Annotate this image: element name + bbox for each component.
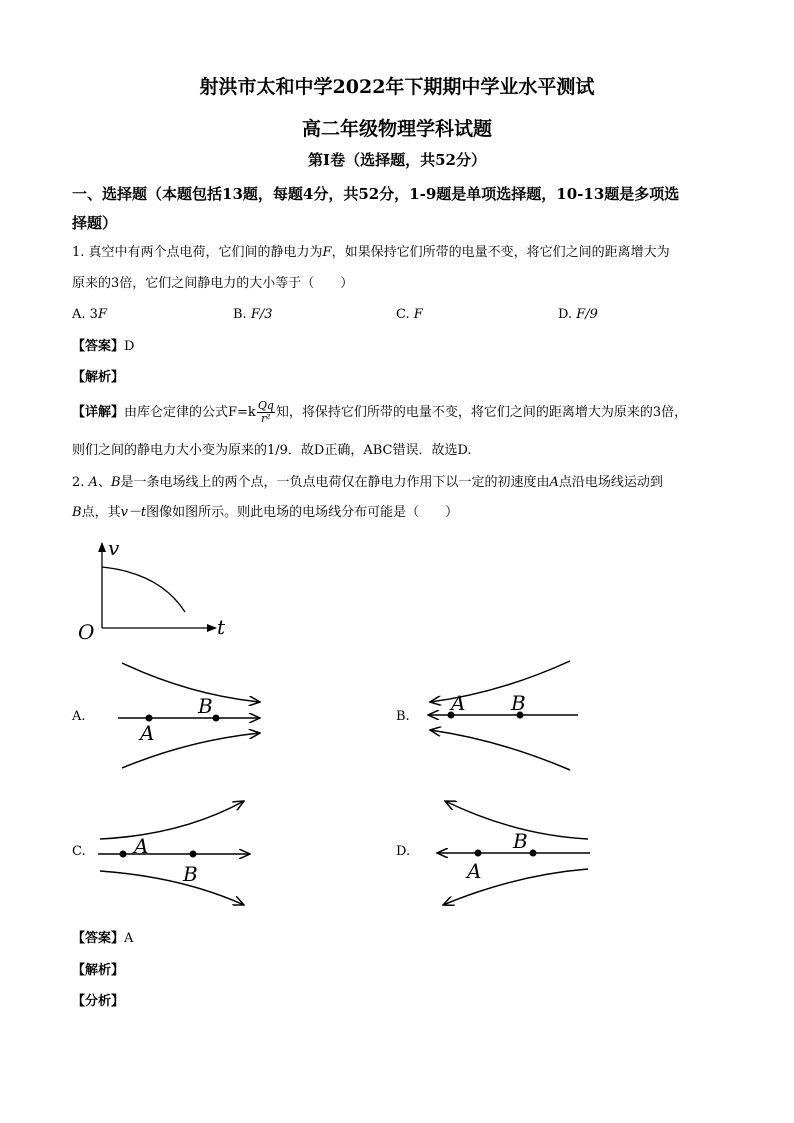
q1-option-d: D. F/9	[558, 307, 598, 322]
field-diagram-a	[110, 655, 280, 780]
q2-stem-line2: B点，其v－t图像如图所示。则此电场的电场线分布可能是（ ）	[72, 505, 459, 520]
q1-stem-line1	[72, 244, 670, 262]
field-diagram-b	[420, 655, 590, 780]
field-line-bottom	[100, 871, 244, 905]
q2-option-c-label: C.	[72, 844, 86, 859]
point-b-label: B	[198, 694, 213, 718]
q1-option-c: C. F	[396, 307, 423, 322]
origin-label: O	[78, 620, 95, 644]
field-line-top	[100, 801, 244, 839]
q1-detail-line2: 则们之间的静电力大小变为原来的1/9．故D正确，ABC错误．故选D.	[72, 443, 472, 458]
t-label: t	[217, 615, 226, 639]
vt-graph	[70, 535, 240, 645]
point-a-label: A	[451, 691, 466, 715]
q1-detail-line1: 【详解】由库仑定律的公式F=k $\frac{Qq}{\text{r²}}$ 知，将保持它们所带的电量不变，将它们之间的距离增大为原来的3倍，	[72, 399, 688, 425]
q2-option-a-label: A.	[72, 709, 86, 724]
point-a-dot	[475, 850, 482, 857]
point-a-label: A	[140, 721, 155, 745]
field-line-bottom	[443, 869, 588, 905]
point-b-label: B	[183, 862, 198, 886]
point-b-label: B	[513, 829, 528, 853]
v-label: v	[108, 536, 120, 560]
q2-answer: 【答案】A	[72, 931, 134, 946]
point-b-dot	[190, 851, 197, 858]
q2-analysis-tag: 【解析】	[72, 963, 125, 978]
point-b-dot	[213, 715, 220, 722]
field-line-bottom	[430, 730, 570, 770]
q1-option-b: B. F/3	[233, 307, 273, 322]
point-b-label: B	[511, 691, 526, 715]
field-diagram-c	[92, 795, 262, 915]
q2-option-d-label: D.	[396, 844, 411, 859]
q2-fenxi-tag: 【分析】	[72, 994, 125, 1009]
coulomb-fraction: $\frac{Qq}{\text{r²}}$	[257, 399, 274, 425]
q1-option-a: A. 3F	[72, 307, 107, 322]
point-a-label: A	[467, 859, 482, 883]
q1-answer: 【答案】D	[72, 339, 135, 354]
vt-curve	[102, 567, 185, 612]
q2-stem-line1: 2. A、B是一条电场线上的两个点，一负点电荷仅在静电力作用下以一定的初速度由A点沿电场线运动到	[72, 475, 663, 490]
exam-title: 射洪市太和中学2022年下期期中学业水平测试	[199, 76, 595, 98]
part-title: 第I卷（选择题，共52分）	[308, 151, 486, 169]
point-b-dot	[530, 850, 537, 857]
q2-option-b-label: B.	[396, 709, 410, 724]
section-heading-line1: 一、选择题（本题包括13题，每题4分，共52分，1-9题是单项选择题，10-13题是多项选	[72, 185, 680, 203]
point-a-dot	[120, 851, 127, 858]
point-a-label: A	[134, 834, 149, 858]
field-diagram-d	[425, 795, 595, 915]
q1-var-f: F	[322, 245, 332, 260]
q1-text-a: 1. 真空中有两个点电荷，它们间的静电力为	[72, 245, 323, 260]
q1-text-b: ，如果保持它们所带的电量不变，将它们之间的距离增大为	[331, 245, 670, 260]
field-line-top	[122, 663, 260, 702]
section-heading-line2: 择题）	[72, 214, 118, 232]
q1-stem-line2: 原来的3倍，它们之间静电力的大小等于（ ）	[72, 276, 354, 291]
q1-analysis-tag: 【解析】	[72, 370, 125, 385]
exam-subtitle: 高二年级物理学科试题	[301, 118, 492, 140]
